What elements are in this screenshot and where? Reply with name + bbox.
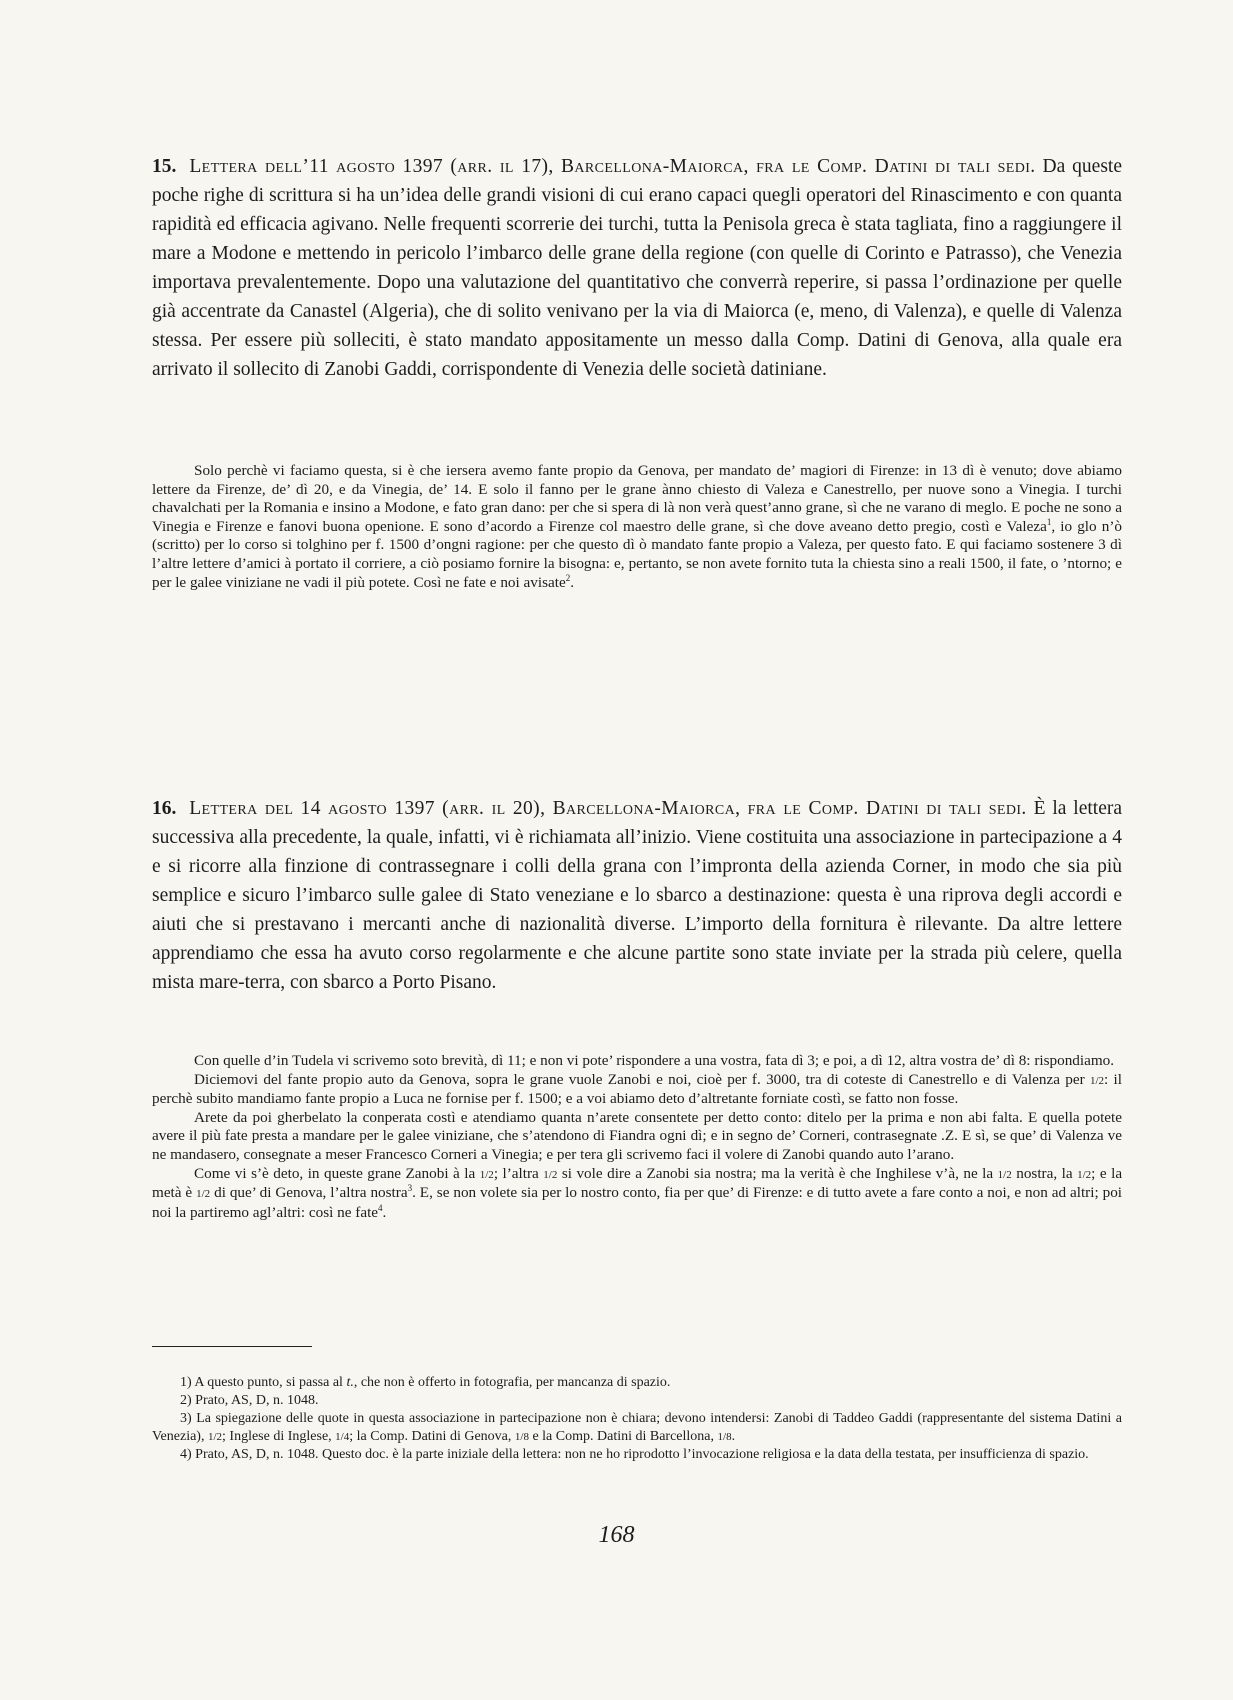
- footnote-mark: 4): [180, 1447, 192, 1462]
- fraction: 1/8: [514, 1431, 529, 1443]
- fraction: 1/2: [1077, 1168, 1092, 1181]
- letter-text: nostra, la: [1016, 1164, 1073, 1182]
- footnote-ref: 3: [407, 1183, 413, 1194]
- fraction: 1/8: [717, 1431, 732, 1443]
- letter-text: di que’ di Genova, l’altra nostra: [214, 1184, 408, 1202]
- letter-15: [152, 462, 1122, 592]
- fraction: 1/2: [207, 1431, 223, 1443]
- footnotes: [152, 1374, 1122, 1464]
- letter-text: Diciemovi del fante propio auto da Genova, sopra le grane vuole Zanobi e noi, cioè per f. 3000, tra di coteste di Canestrello e di Valenza per: [194, 1070, 1085, 1088]
- letter-16: [152, 1052, 1122, 1222]
- letter-text: Come vi s’è deto, in queste grane Zanobi à la: [194, 1164, 476, 1182]
- letter-paragraph: [152, 1165, 1122, 1223]
- footnote-text: .: [731, 1429, 736, 1444]
- letter-text: . E, se non volete sia per lo nostro conto, fia per que’ di Firenze: e di tutto avete a fare conto a noi, e non ad altri; poi noi la partiremo agl’altri: così ne fate: [152, 1184, 1123, 1221]
- footnote-text: e la Comp. Datini di Barcellona,: [532, 1429, 715, 1444]
- footnote-mark: 2): [180, 1393, 192, 1408]
- footnote-text: La spiegazione delle quote in questa associazione in partecipazione non è chiara; devono intendersi: Zanobi di Taddeo Gaddi (rappresentante del sistema Datini a Venezia),: [152, 1411, 1123, 1444]
- footnote-text: Prato, AS, D, n. 1048.: [195, 1393, 319, 1408]
- fraction: 1/2: [1089, 1074, 1105, 1087]
- entry-15: [152, 152, 1122, 384]
- entry-commentary: È la lettera successiva alla precedente, la quale, infatti, vi è richiamata all’inizio. Viene costituita una associazione in partecipazione a 4 e si ricorre alla finzione di contrassegnare i colli della grana con l’impronta della azienda Corner, in modo che sia più semplice e sicuro l’imbarco sulle galee di Stato veneziane e lo sbarco a destinazione: questa è una riprova degli accordi e aiuti che si prestavano i mercanti anche di nazionalità diverse. L’importo della fornitura è rilevante. Da altre lettere apprendiamo che essa ha avuto corso regolarmente e che alcune partite sono state inviate per la strada più celere, quella mista mare-terra, con sbarco a Porto Pisano.: [152, 798, 1123, 993]
- letter-text: .: [382, 1203, 387, 1221]
- footnote-1: [152, 1374, 1122, 1392]
- footnote-ref: 2: [565, 572, 571, 583]
- letter-paragraph: Arete da poi gherbelato la conperata costì e atendiamo quanta n’arete consentete per detto conto: ditelo per la prima e non abi falta. E quella potete avere il più fate presta a mandare per le galee viniziane, che s’atendono di Fiandra ogni dì; e in segno de’ Corneri, contrasegnate .Z. E sì, se que’ di Valenza ve ne mandasero, consegnate a meser Francesco Corneri a Vinegia; e per tera gli scrivemo faci il volere di Zanobi quando auto l’arano.: [152, 1108, 1122, 1163]
- footnote-text: t.: [346, 1375, 354, 1390]
- fraction: 1/2: [479, 1168, 494, 1181]
- letter-text: ; l’altra: [493, 1164, 539, 1182]
- entry-commentary: Da queste poche righe di scrittura si ha un’idea delle grandi visioni di cui erano capaci quegli operatori del Rinascimento e con quanta rapidità ed efficacia agivano. Nelle frequenti scorrerie dei turchi, tutta la Penisola greca è stata tagliata, fino a raggiungere il mare a Modone e mettendo in pericolo l’imbarco delle grane della regione (con quelle di Corinto e Patrasso), che Venezia importava prevalentemente. Dopo una valutazione del quantitativo che converrà reperire, si passa l’ordinazione per quelle già accentrate da Canastel (Algeria), che di solito venivano per la via di Maiorca (e, meno, di Valenza), e quelle di Valenza stessa. Per essere più solleciti, è stato mandato appositamente un messo dalla Comp. Datini di Genova, alla quale era arrivato il sollecito di Zanobi Gaddi, corrispondente di Venezia delle società datiniane.: [152, 156, 1123, 380]
- letter-text: , io glo n’ò (scritto) per lo corso si tolghino per f. 1500 d’ongni ragione: per che questo dì ò mandato fante propio a Valeza, per questo fato. E qui faciamo sostenere 3 dì l’altre lettere d’amici à portato il corriere, a ciò posiamo fornire la bisogna: e, pertanto, se non avete fornito tuta la chiesta sino a reali 1500, il fate, o ’ntorno; e per le galee viniziane ne vadi il più potete. Così ne fate e noi avisate: [152, 517, 1122, 591]
- footnote-text: Prato, AS, D, n. 1048. Questo doc. è la parte iniziale della lettera: non ne ho riprodotto l’invocazione religiosa e la data della testata, per insufficienza di spazio.: [195, 1447, 1089, 1462]
- entry-16-text: [152, 794, 1122, 997]
- footnote-text: , che non è offerto in fotografia, per mancanza di spazio.: [353, 1375, 671, 1390]
- letter-paragraph: [152, 462, 1122, 592]
- footnote-ref: 4: [378, 1202, 383, 1213]
- fraction: 1/2: [997, 1168, 1012, 1181]
- footnote-ref: 1: [1046, 516, 1052, 527]
- footnote-mark: 3): [180, 1411, 192, 1426]
- entry-16: [152, 794, 1122, 997]
- letter-text: ; e la metà è: [152, 1164, 1123, 1202]
- footnote-mark: 1): [180, 1375, 192, 1390]
- entry-15-text: [152, 152, 1122, 384]
- footnote-3: [152, 1410, 1122, 1446]
- fraction: 1/4: [335, 1431, 350, 1443]
- entry-number: 16.: [152, 798, 177, 819]
- letter-text: .: [570, 573, 575, 591]
- footnote-text: ; la Comp. Datini di Genova,: [349, 1429, 512, 1444]
- entry-heading: Lettera del 14 agosto 1397 (arr. il 20), Barcellona-Maiorca, fra le Comp. Datini di tali sedi.: [189, 798, 1027, 819]
- footnote-text: A questo punto, si passa al: [194, 1375, 343, 1390]
- footnote-4: [152, 1446, 1122, 1464]
- entry-number: 15.: [152, 156, 177, 177]
- letter-text: Solo perchè vi faciamo questa, si è che iersera avemo fante propio da Genova, per mandato de’ magiori di Firenze: in 13 dì è venuto; dove abiamo lettere da Firenze, de’ dì 20, e da Vinegia, de’ 14. E solo il fanno per le grane ànno chiesto di Valeza e Canestrello, per nuove sono a Vinegia. I turchi chavalchati per la Romania e insino a Modone, e fato gran dano: per che si spera di là non verà quest’anno grane, sì che ne varano di meglo. E poche ne sono a Vinegia e Firenze e fanovi buona openione. E sono d’acordo a Firenze col maestro delle grane, sì che dove aveano detto pregio, costì e Valeza: [152, 462, 1122, 535]
- footnote-text: ; Inglese di Inglese,: [222, 1429, 332, 1444]
- entry-heading: Lettera dell’11 agosto 1397 (arr. il 17), Barcellona-Maiorca, fra le Comp. Datini di tali sedi.: [189, 156, 1036, 177]
- fraction: 1/2: [543, 1168, 558, 1181]
- fraction: 1/2: [196, 1188, 211, 1201]
- letter-paragraph: [152, 1071, 1122, 1109]
- letter-text: si vole dire a Zanobi sia nostra; ma la verità è che Inghilese v’à, ne la: [561, 1164, 994, 1182]
- letter-paragraph: Con quelle d’in Tudela vi scrivemo soto brevità, dì 11; e non vi pote’ rispondere a una vostra, fata dì 3; e poi, a dì 12, altra vostra de’ dì 8: rispondiamo.: [194, 1052, 1115, 1069]
- footnote-2: [152, 1392, 1122, 1410]
- footnote-rule: [152, 1346, 312, 1347]
- letter-text: : il perchè subito mandiamo fante propio a Luca ne fornise per f. 1500; e a voi abiamo deto d’altretante forniate costì, se fatto non fosse.: [152, 1070, 1122, 1108]
- page-number: 168: [598, 1522, 635, 1548]
